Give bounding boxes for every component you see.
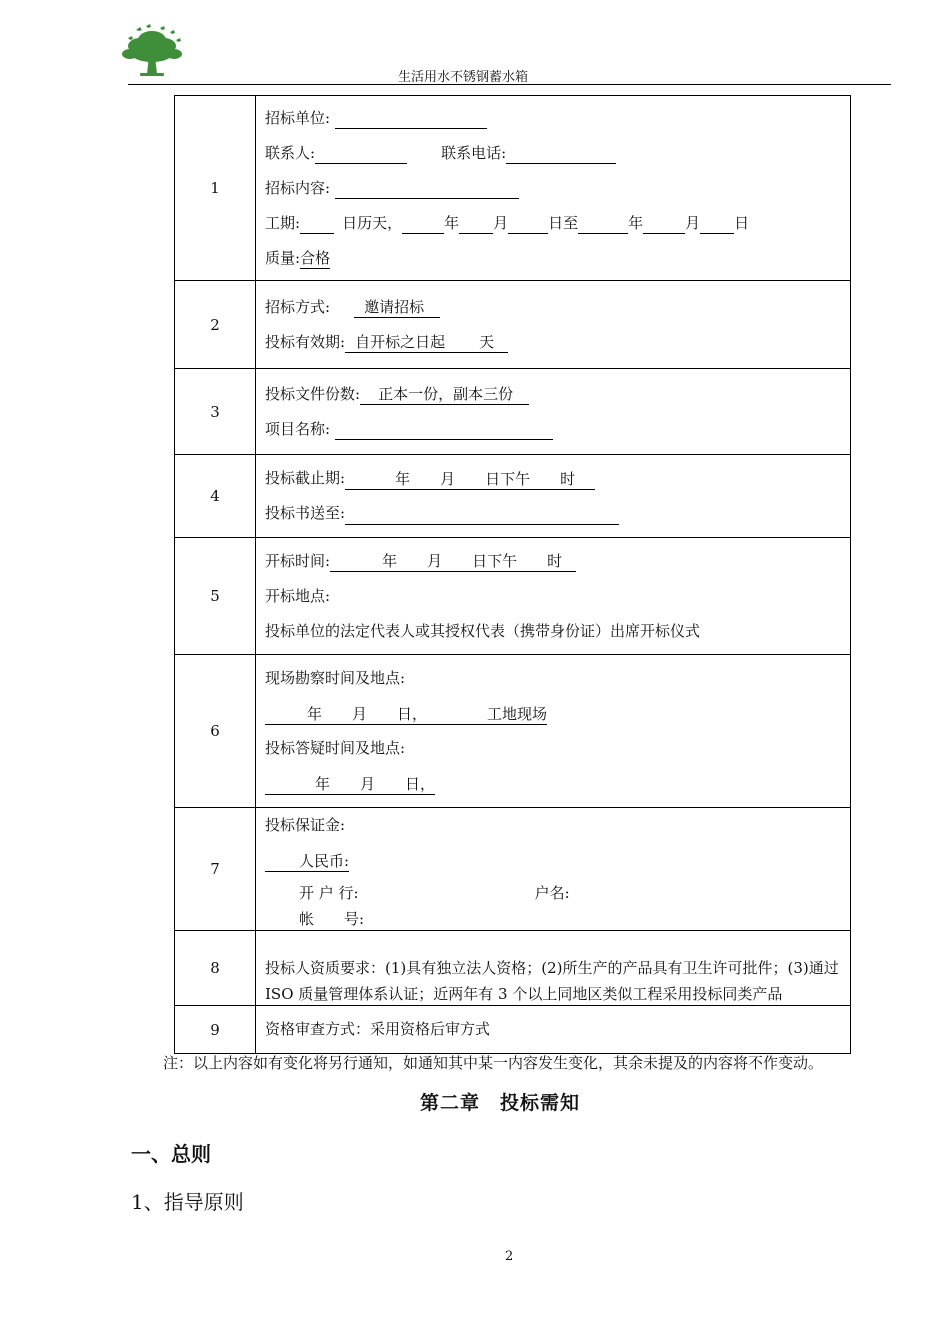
day2-blank — [700, 213, 734, 234]
tenderer-label: 招标单位: — [265, 108, 331, 127]
row-content — [256, 931, 851, 1006]
day1-blank — [508, 213, 548, 234]
bid-validity-value — [345, 332, 508, 353]
subsection-heading: 1、指导原则 — [131, 1190, 244, 1214]
project-name-label: 项目名称: — [265, 419, 331, 438]
year1-blank — [402, 213, 444, 234]
table-row — [175, 931, 851, 1006]
day1-label: 日至 — [548, 213, 579, 232]
bid-validity-label: 投标有效期: — [265, 332, 346, 351]
deadline-label: 投标截止期: — [265, 469, 346, 487]
row-number: 4 — [175, 455, 256, 538]
table-row — [175, 369, 851, 455]
table-row — [175, 655, 851, 808]
site-survey-date: 年 月 日， — [307, 704, 428, 723]
table-row — [175, 96, 851, 281]
tenderer-blank — [335, 108, 487, 129]
contact-label: 联系人: — [265, 143, 316, 162]
table-row — [175, 1006, 851, 1054]
page-number: 2 — [505, 1249, 514, 1264]
row-number: 9 — [175, 1006, 256, 1054]
content-label: 招标内容: — [265, 178, 331, 197]
bid-info-table — [174, 95, 851, 1054]
site-survey-label: 现场勘察时间及地点: — [265, 669, 406, 687]
row-number: 2 — [175, 281, 256, 369]
table-row — [175, 808, 851, 931]
days-blank — [300, 213, 334, 234]
bid-validity-unit: 天 — [479, 333, 495, 351]
row-content — [256, 455, 851, 538]
quality-value: 合格 — [300, 249, 331, 267]
row-number: 5 — [175, 538, 256, 655]
send-to-label: 投标书送至: — [265, 504, 346, 522]
month1-blank — [459, 213, 493, 234]
chapter-title: 第二章 投标需知 — [420, 1092, 581, 1114]
row-number: 7 — [175, 808, 256, 931]
opening-time-value: 年 月 日下午 时 — [330, 551, 576, 572]
row-content — [256, 655, 851, 808]
qualification-review-method: 资格审查方式：采用资格后审方式 — [265, 1020, 491, 1038]
qa-date: 年 月 日， — [265, 774, 435, 795]
qa-label: 投标答疑时间及地点: — [265, 739, 406, 757]
section-heading: 一、总则 — [131, 1142, 211, 1166]
table-row — [175, 538, 851, 655]
row-content — [256, 538, 851, 655]
month2-label: 月 — [685, 213, 701, 232]
row-number: 3 — [175, 369, 256, 455]
contact-blank — [315, 143, 407, 164]
table-row — [175, 281, 851, 369]
rmb-label: 人民币: — [265, 851, 349, 872]
opening-time-label: 开标时间: — [265, 551, 331, 570]
account-number-label: 帐 号: — [299, 910, 365, 928]
row-number: 6 — [175, 655, 256, 808]
row-content — [256, 1006, 851, 1054]
site-survey-value — [265, 704, 547, 725]
row-number: 8 — [175, 931, 256, 1006]
project-name-blank — [335, 419, 553, 440]
tree-logo-icon — [116, 22, 188, 80]
calendar-days-label: 日历天， — [342, 213, 403, 232]
year2-label: 年 — [628, 213, 644, 232]
phone-blank — [506, 143, 616, 164]
site-survey-place: 工地现场 — [487, 704, 548, 723]
qualification-requirements: 投标人资质要求：(1)具有独立法人资格；(2)所生产的产品具有卫生许可批件；(3)通过 ISO 质量管理体系认证；近两年有 3 个以上同地区类似工程采用投标同类产品 — [265, 959, 839, 1003]
copies-label: 投标文件份数: — [265, 384, 361, 403]
content-blank — [335, 178, 519, 199]
deposit-label: 投标保证金: — [265, 816, 346, 834]
header-divider — [128, 84, 891, 85]
tender-method-value: 邀请招标 — [354, 297, 440, 318]
month2-blank — [643, 213, 685, 234]
row-content — [256, 369, 851, 455]
year2-blank — [578, 213, 628, 234]
quality-label: 质量: — [265, 248, 301, 267]
attendance-note: 投标单位的法定代表人或其授权代表（携带身份证）出席开标仪式 — [265, 621, 701, 640]
period-label: 工期: — [265, 213, 301, 232]
deadline-value: 年 月 日下午 时 — [345, 469, 595, 490]
bid-validity-text: 自开标之日起 — [355, 333, 446, 351]
table-row — [175, 455, 851, 538]
row-content — [256, 96, 851, 281]
row-content — [256, 808, 851, 931]
tender-method-label: 招标方式: — [265, 297, 331, 316]
account-name-label: 户名: — [534, 884, 570, 902]
row-number: 1 — [175, 96, 256, 281]
year1-label: 年 — [444, 213, 460, 232]
table-note: 注：以上内容如有变化将另行通知，如通知其中某一内容发生变化，其余未提及的内容将不作变动。 — [163, 1054, 824, 1072]
send-to-blank — [345, 504, 619, 525]
copies-value: 正本一份，副本三份 — [360, 384, 529, 405]
opening-place-label: 开标地点: — [265, 586, 331, 605]
document-header-title: 生活用水不锈钢蓄水箱 — [398, 70, 529, 85]
row-content — [256, 281, 851, 369]
phone-label: 联系电话: — [441, 143, 507, 162]
day2-label: 日 — [734, 213, 750, 232]
month1-label: 月 — [493, 213, 509, 232]
bank-label: 开 户 行: — [299, 884, 359, 902]
